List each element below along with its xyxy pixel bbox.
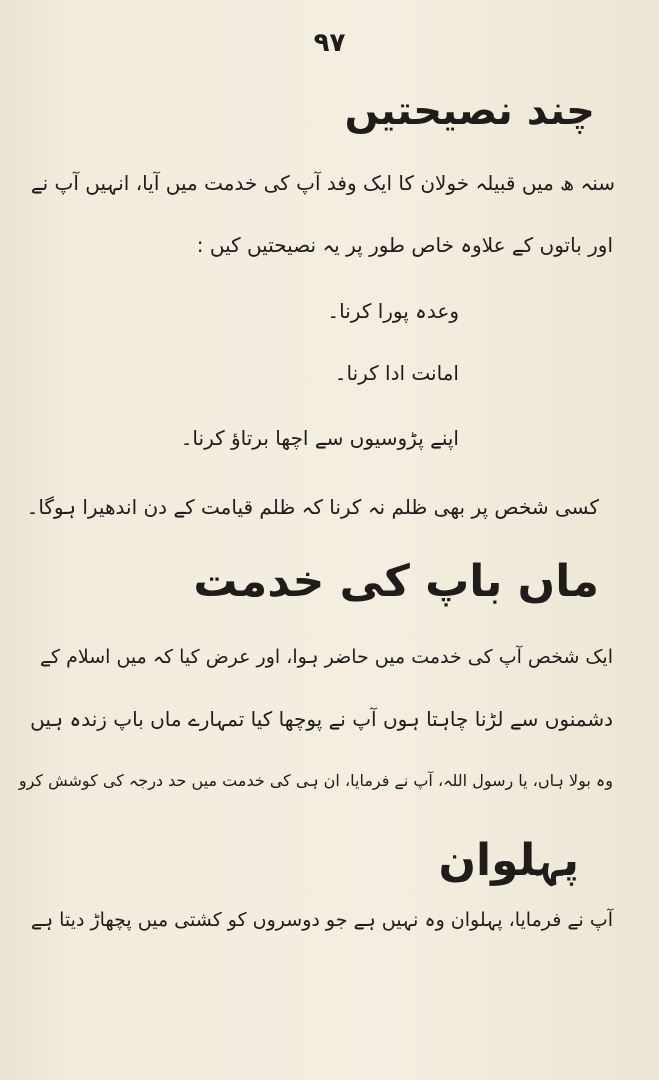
advice-item: اپنے پڑوسیوں سے اچھا برتاؤ کرنا۔ xyxy=(180,426,459,450)
advice-item: امانت ادا کرنا۔ xyxy=(334,361,459,385)
section-heading-parents: ماں باپ کی خدمت xyxy=(193,556,599,607)
paragraph-line: آپ نے فرمایا، پہلوان وہ نہیں ہے جو دوسروں کو کشتی میں پچھاڑ دیتا ہے xyxy=(30,909,613,931)
paragraph-line: وہ بولا ہاں، یا رسول اللہ، آپ نے فرمایا، ان ہی کی خدمت میں حد درجہ کی کوشش کرو xyxy=(18,771,613,790)
page-number: ۹۷ xyxy=(313,28,346,58)
paragraph-line: اور باتوں کے علاوہ خاص طور پر یہ نصیحتیں کیں : xyxy=(196,233,613,257)
paragraph-line: دشمنوں سے لڑنا چاہتا ہوں آپ نے پوچھا کیا تمہارے ماں باپ زندہ ہیں xyxy=(30,707,613,731)
advice-item: کسی شخص پر بھی ظلم نہ کرنا کہ ظلم قیامت کے دن اندھیرا ہوگا۔ xyxy=(26,495,599,519)
paragraph-line: سنہ ھ میں قبیلہ خولان کا ایک وفد آپ کی خدمت میں آیا، انہیں آپ نے xyxy=(30,171,615,195)
advice-item: وعدہ پورا کرنا۔ xyxy=(327,299,459,323)
section-heading-advice: چند نصیحتیں xyxy=(344,88,595,134)
section-heading-wrestler: پہلوان xyxy=(438,835,579,886)
paragraph-line: ایک شخص آپ کی خدمت میں حاضر ہوا، اور عرض کیا کہ میں اسلام کے xyxy=(39,646,613,668)
